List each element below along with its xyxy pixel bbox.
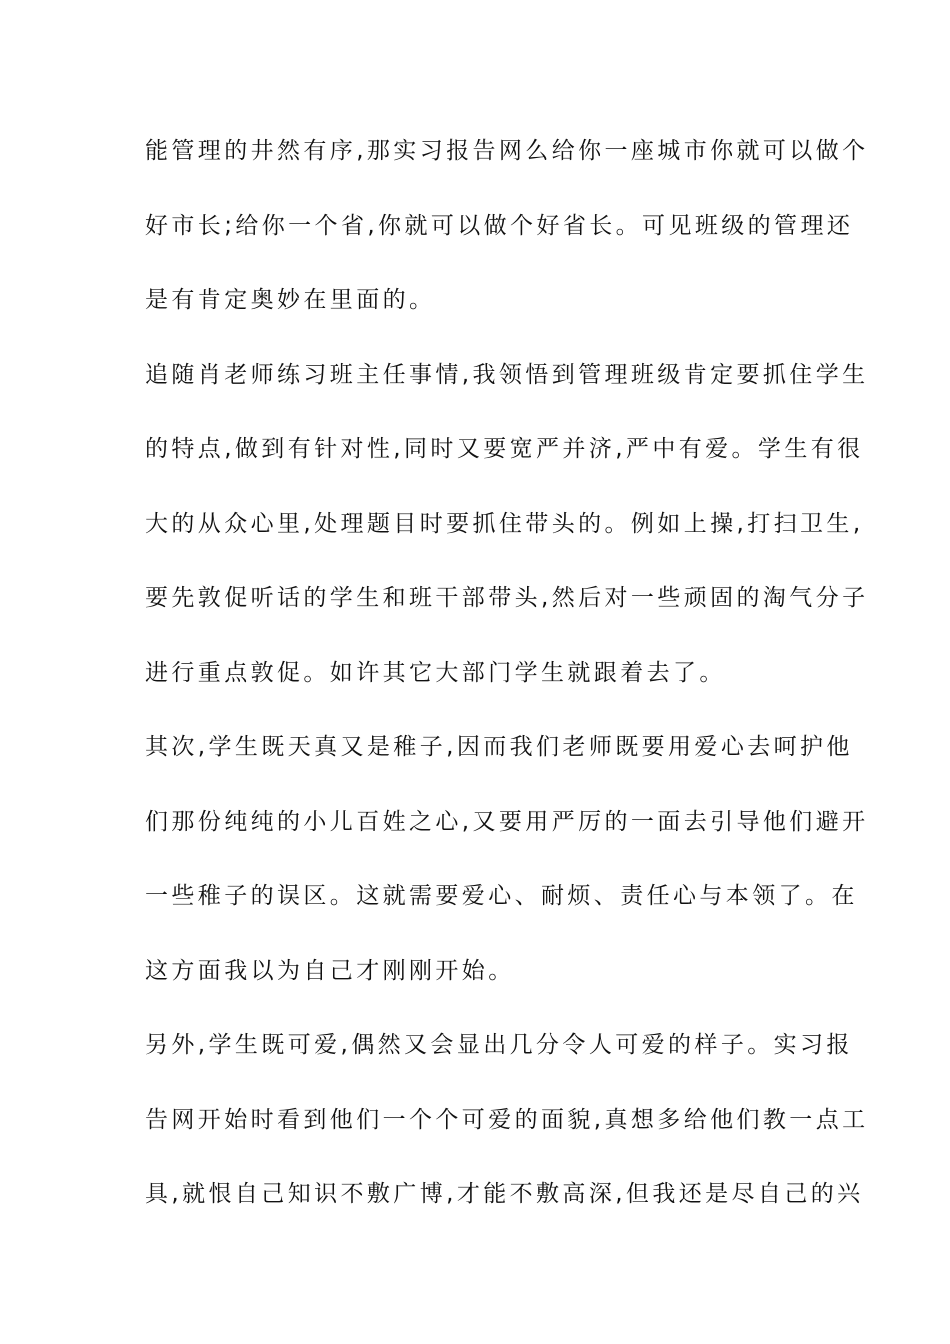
text-line: 好市长;给你一个省,你就可以做个好省长。可见班级的管理还 [145, 212, 854, 239]
text-line: 的特点,做到有针对性,同时又要宽严并济,严中有爱。学生有很 [145, 436, 864, 462]
body-text [145, 128, 869, 1246]
text-line: 能管理的井然有序,那实习报告网么给你一座城市你就可以做个 [145, 138, 869, 164]
text-line: 追随肖老师练习班主任事情,我领悟到管理班级肯定要抓住学生 [145, 361, 869, 388]
text-line: 具,就恨自己知识不敷广博,才能不敷高深,但我还是尽自己的兴 [145, 1181, 864, 1207]
text-line: 是有肯定奥妙在里面的。 [145, 287, 436, 313]
text-line: 大的从众心里,处理题目时要抓住带头的。例如上操,打扫卫生, [145, 510, 864, 537]
text-line: 要先敦促听话的学生和班干部带头,然后对一些顽固的淘气分子 [145, 585, 869, 611]
text-line: 进行重点敦促。如许其它大部门学生就跟着去了。 [145, 659, 726, 686]
text-line: 其次,学生既天真又是稚子,因而我们老师既要用爱心去呵护他 [145, 734, 853, 760]
text-line: 一些稚子的误区。这就需要爱心、耐烦、责任心与本领了。在 [145, 883, 858, 909]
text-line: 另外,学生既可爱,偶然又会显出几分令人可爱的样子。实习报 [145, 1032, 853, 1058]
text-line: 这方面我以为自己才刚刚开始。 [145, 957, 515, 984]
text-line: 们那份纯纯的小儿百姓之心,又要用严厉的一面去引导他们避开 [145, 808, 869, 835]
text-line: 告网开始时看到他们一个个可爱的面貌,真想多给他们教一点工 [145, 1106, 869, 1133]
